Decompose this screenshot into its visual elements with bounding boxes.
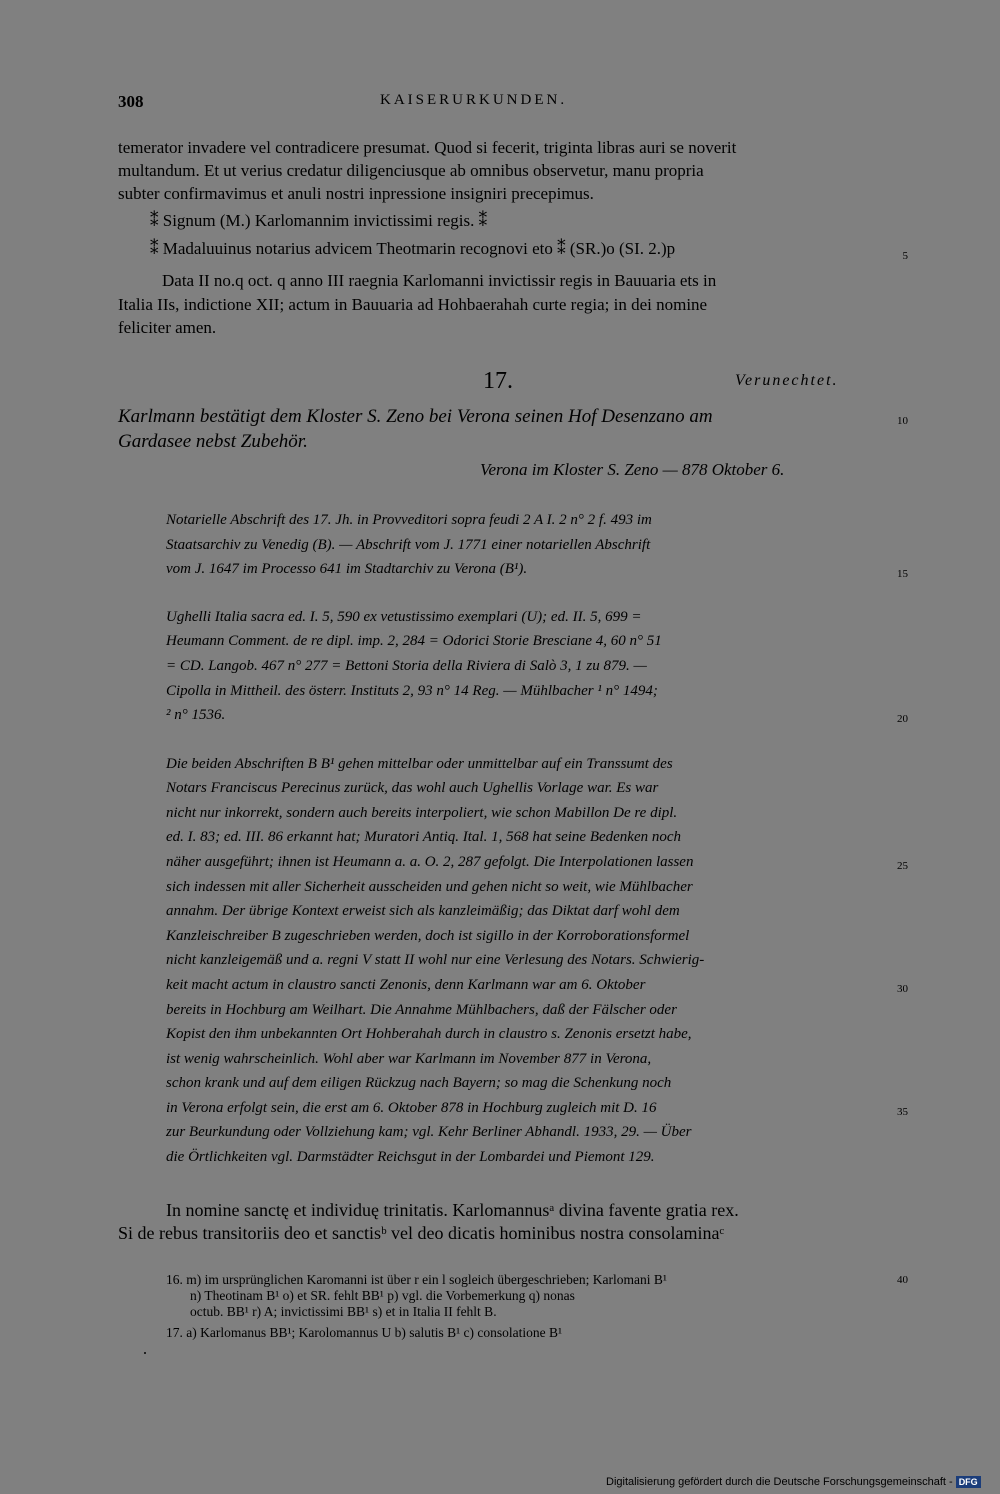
commentary-line: Notars Franciscus Perecinus zurück, das wohl auch Ughellis Vorlage war. Es war — [166, 780, 659, 796]
scan-speck — [144, 1352, 146, 1354]
margin-line-number: 40 — [897, 1274, 908, 1286]
commentary-line: nicht nur inkorrekt, sondern auch bereits interpoliert, wie schon Mabillon De re dipl. — [166, 805, 678, 821]
commentary-line: in Verona erfolgt sein, die erst am 6. Oktober 878 in Hochburg zugleich mit D. 16 — [166, 1100, 657, 1116]
editions-line: ² n° 1536. — [166, 707, 226, 723]
recognition-line: ⁑ Madaluuinus notarius advicem Theotmarin recognovi eto ⁑ (SR.)o (SI. 2.)p — [150, 239, 676, 258]
margin-line-number: 30 — [897, 983, 908, 995]
text-line: multandum. Et ut verius credatur diligenciusque ab omnibus observetur, manu propria — [118, 161, 704, 180]
dfg-logo[interactable]: DFG — [956, 1476, 981, 1488]
commentary-line: zur Beurkundung oder Vollziehung kam; vgl. Kehr Berliner Abhandl. 1933, 29. — Über — [166, 1124, 692, 1140]
text-line: feliciter amen. — [118, 318, 217, 337]
document-text-line: In nomine sanctę et individuę trinitatis. Karlomannusᵃ divina favente gratia rex. — [166, 1200, 739, 1220]
commentary-line: schon krank und auf dem eiligen Rückzug nach Bayern; so mag die Schenkung noch — [166, 1075, 672, 1091]
footnote-line: 17. a) Karlomanus BB¹; Karolomannus U b) salutis B¹ c) consolatione B¹ — [166, 1325, 563, 1340]
text-line: subter confirmavimus et anuli nostri inpressione insigniri precepimus. — [118, 184, 594, 203]
running-title: KAISERURKUNDEN. — [380, 92, 568, 108]
document-number: 17. — [483, 368, 513, 394]
transmission-line: Notarielle Abschrift des 17. Jh. in Provveditori sopra feudi 2 A I. 2 n° 2 f. 493 im — [166, 512, 652, 528]
credit-text: Digitalisierung gefördert durch die Deutsche Forschungsgemeinschaft - — [606, 1476, 953, 1488]
commentary-line: ed. I. 83; ed. III. 86 erkannt hat; Muratori Antiq. Ital. 1, 568 hat seine Bedenken noch — [166, 829, 682, 845]
dating-line: Data II no.q oct. q anno III raegnia Karlomanni invictissir regis in Bauuaria ets in — [162, 271, 717, 290]
document-text-line: Si de rebus transitoriis deo et sanctisᵇ vel deo dicatis hominibus nostra consolaminaᶜ — [118, 1223, 725, 1243]
text-line: Italia IIs, indictione XII; actum in Bauuaria ad Hohbaerahah curte regia; in dei nomine — [118, 295, 708, 314]
document-status: Verunechtet. — [735, 372, 839, 389]
margin-line-number: 5 — [902, 250, 908, 262]
editions-line: Cipolla in Mittheil. des österr. Instituts 2, 93 n° 14 Reg. — Mühlbacher ¹ n° 1494; — [166, 683, 658, 699]
footnote-line: octub. BB¹ r) A; invictissimi BB¹ s) et in Italia II fehlt B. — [190, 1304, 497, 1319]
commentary-line: keit macht actum in claustro sancti Zenonis, denn Karlmann war am 6. Oktober — [166, 977, 646, 993]
transmission-line: vom J. 1647 im Processo 641 im Stadtarchiv zu Verona (B¹). — [166, 561, 528, 577]
editions-line: = CD. Langob. 467 n° 277 = Bettoni Storia della Riviera di Salò 3, 1 zu 879. — — [166, 658, 647, 674]
commentary-line: annahm. Der übrige Kontext erweist sich als kanzleimäßig; das Diktat darf wohl dem — [166, 903, 680, 919]
commentary-line: sich indessen mit aller Sicherheit ausscheiden und gehen nicht so weit, wie Mühlbacher — [166, 879, 693, 895]
transmission-line: Staatsarchiv zu Venedig (B). — Abschrift vom J. 1771 einer notariellen Abschrift — [166, 537, 651, 553]
digitization-credit — [606, 1476, 981, 1488]
footnote-line: 16. m) im ursprünglichen Karomanni ist über r ein l sogleich übergeschrieben; Karlomani B¹ — [166, 1272, 667, 1287]
footnote-line: n) Theotinam B¹ o) et SR. fehlt BB¹ p) vgl. die Vorbemerkung q) nonas — [190, 1288, 575, 1303]
margin-line-number: 20 — [897, 713, 908, 725]
commentary-line: nicht kanzleigemäß und a. regni V statt II wohl nur eine Verlesung des Notars. Schwierig- — [166, 952, 705, 968]
date-place-line: Verona im Kloster S. Zeno — 878 Oktober 6. — [480, 460, 785, 479]
regest-line: Gardasee nebst Zubehör. — [118, 431, 308, 452]
page-number: 308 — [118, 92, 144, 111]
margin-line-number: 25 — [897, 860, 908, 872]
commentary-line: Kopist den ihm unbekannten Ort Hohberahah durch in claustro s. Zenonis ersetzt habe, — [166, 1026, 692, 1042]
regest-line: Karlmann bestätigt dem Kloster S. Zeno bei Verona seinen Hof Desenzano am — [118, 406, 713, 427]
commentary-line: näher ausgeführt; ihnen ist Heumann a. a. O. 2, 287 gefolgt. Die Interpolationen lassen — [166, 854, 694, 870]
commentary-line: bereits in Hochburg am Weilhart. Die Annahme Mühlbachers, daß der Fälscher oder — [166, 1002, 677, 1018]
signum-line: ⁑ Signum (M.) Karlomannim invictissimi regis. ⁑ — [150, 211, 488, 230]
commentary-line: ist wenig wahrscheinlich. Wohl aber war Karlmann im November 877 in Verona, — [166, 1051, 652, 1067]
margin-line-number: 15 — [897, 568, 908, 580]
text-line: temerator invadere vel contradicere presumat. Quod si fecerit, triginta libras auri se noverit — [118, 138, 737, 157]
editions-line: Heumann Comment. de re dipl. imp. 2, 284 = Odorici Storie Bresciane 4, 60 n° 51 — [166, 633, 662, 649]
editions-line: Ughelli Italia sacra ed. I. 5, 590 ex vetustissimo exemplari (U); ed. II. 5, 699 = — [166, 609, 642, 625]
commentary-line: die Örtlichkeiten vgl. Darmstädter Reichsgut in der Lombardei und Piemont 129. — [166, 1149, 655, 1165]
commentary-line: Die beiden Abschriften B B¹ gehen mittelbar oder unmittelbar auf ein Transsumt des — [166, 756, 673, 772]
margin-line-number: 35 — [897, 1106, 908, 1118]
margin-line-number: 10 — [897, 415, 908, 427]
commentary-line: Kanzleischreiber B zugeschrieben werden, doch ist sigillo in der Korroborationsformel — [166, 928, 690, 944]
